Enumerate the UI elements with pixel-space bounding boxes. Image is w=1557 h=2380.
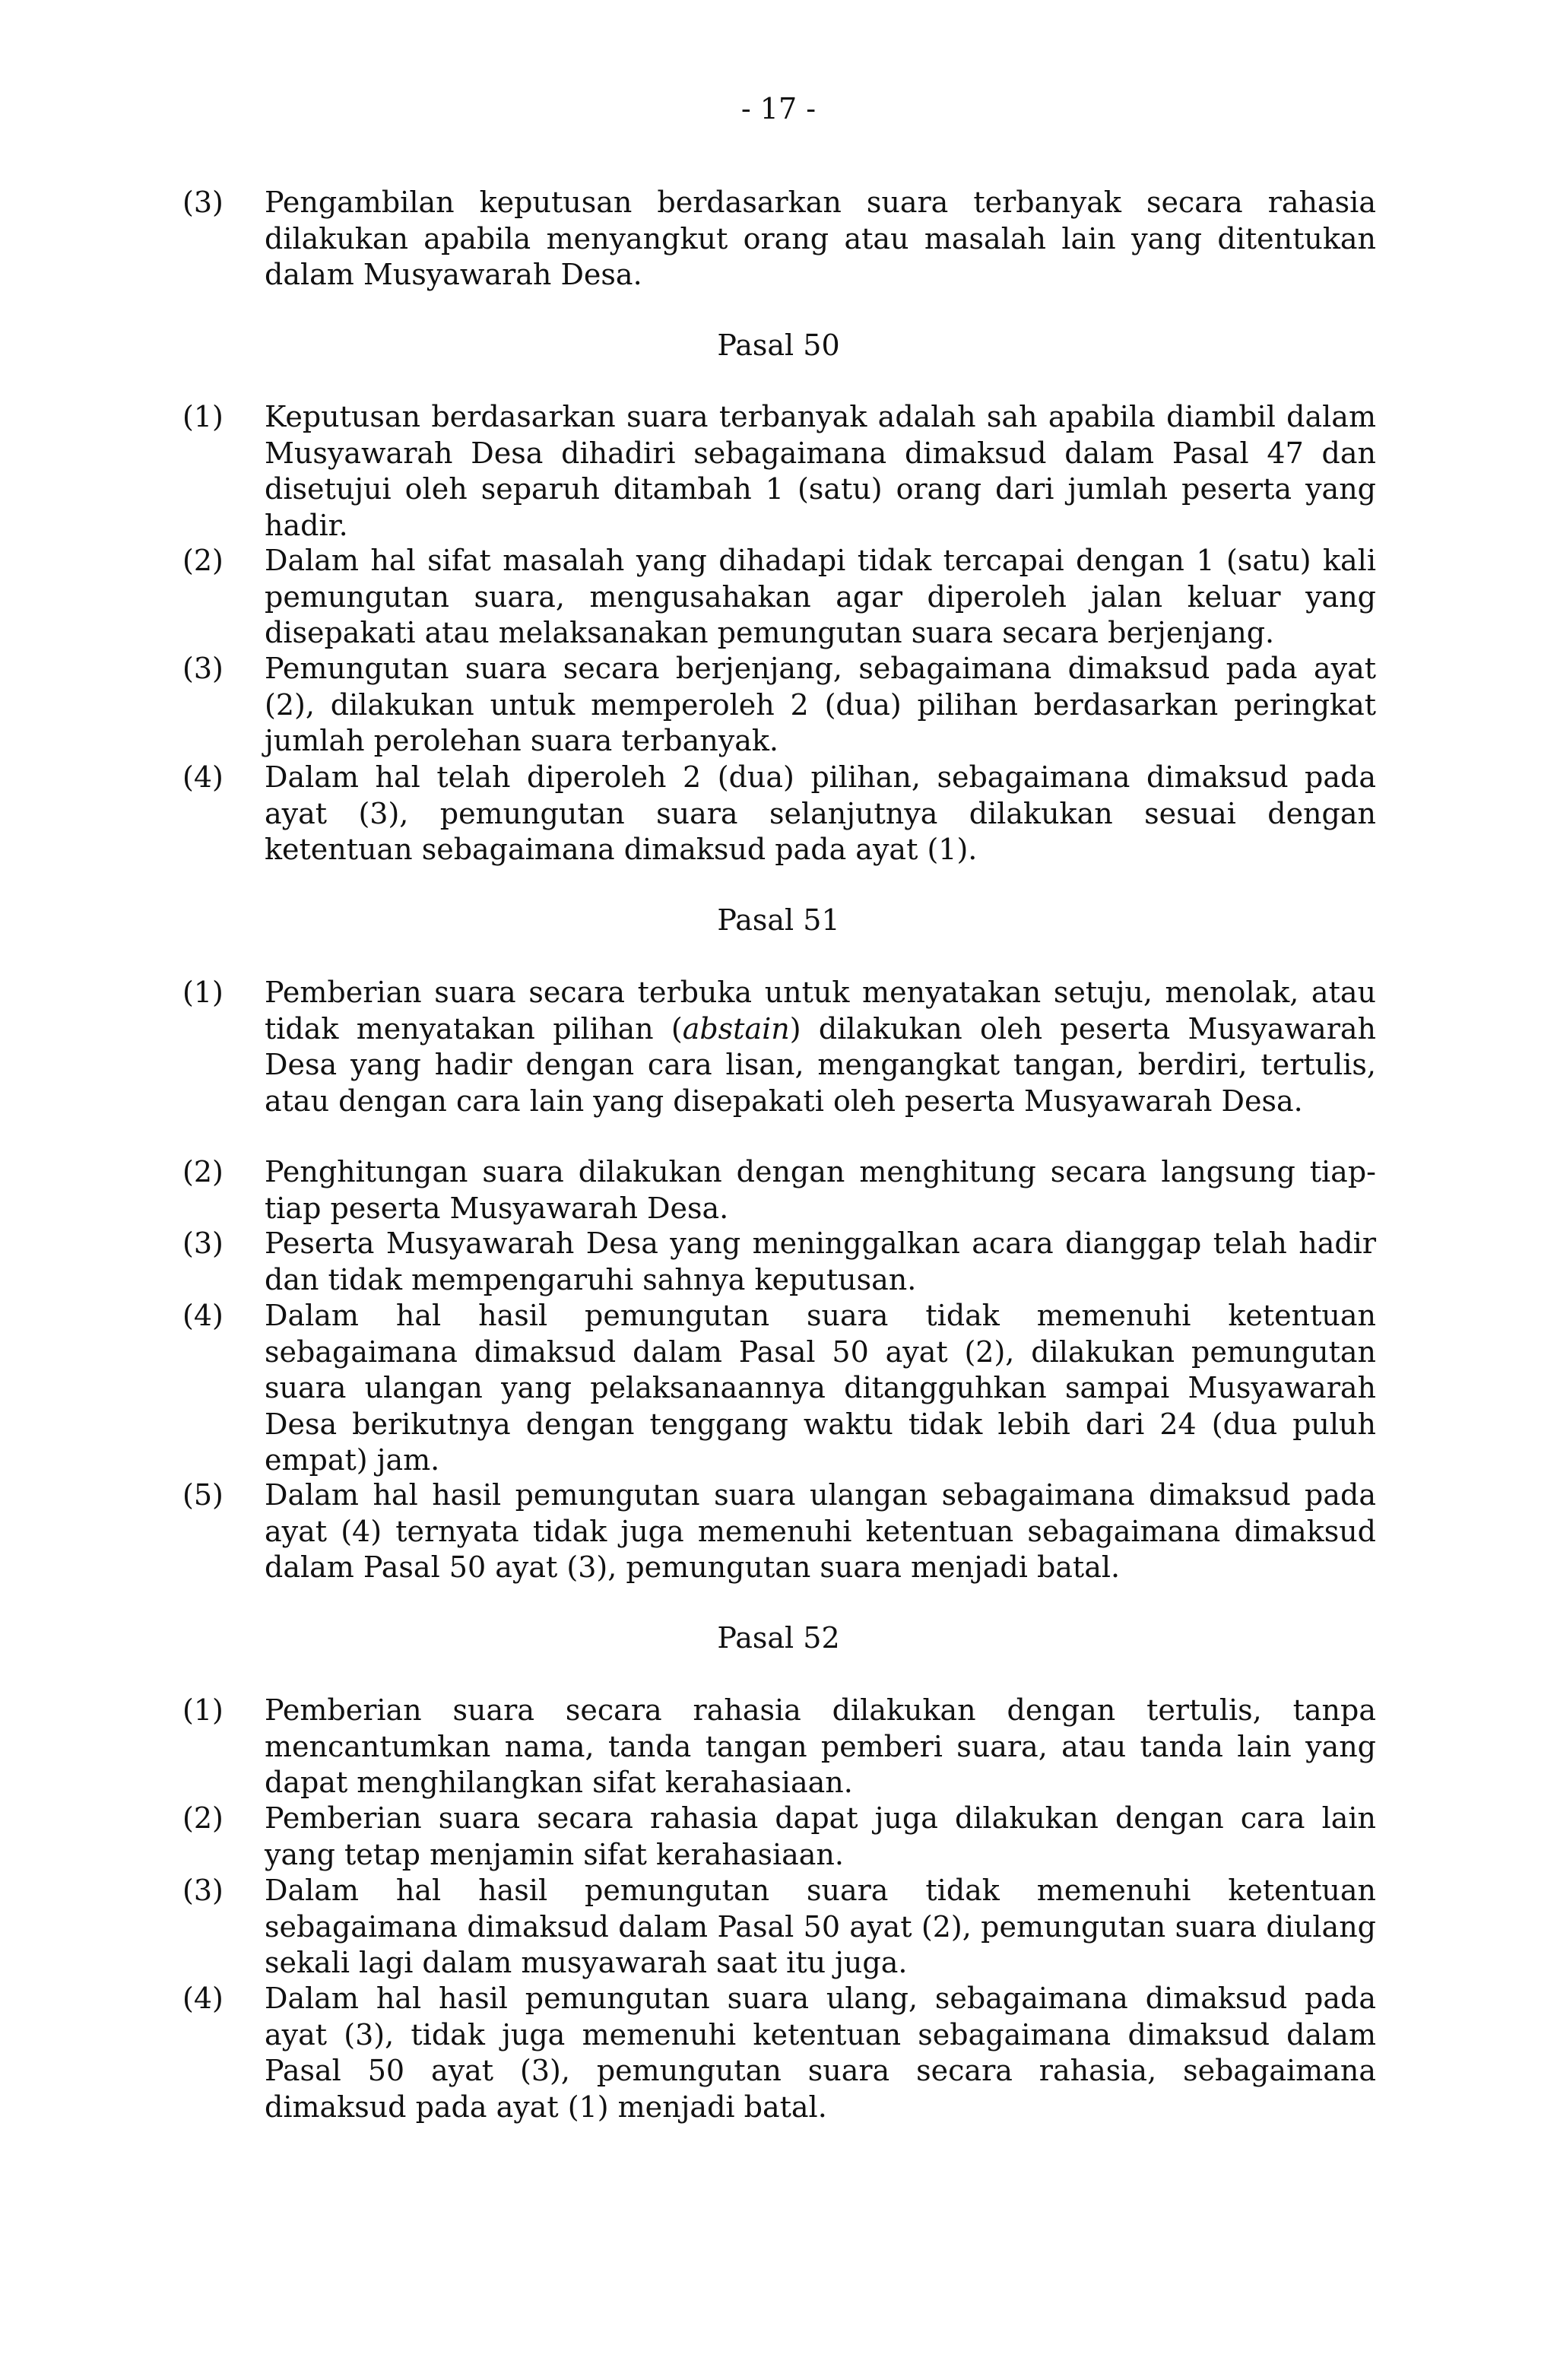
paragraph-number: (4) [182, 1299, 224, 1332]
paragraph-text: Dalam hal telah diperoleh 2 (dua) pilihan, sebagaimana dimaksud pada ayat (3), pemungutan suara selanjutnya dilakukan sesuai dengan ketentuan sebagaimana dimaksud pada ayat (1). [265, 760, 1376, 866]
pasal-50-ayat-2 [182, 543, 1376, 652]
paragraph-number: (1) [182, 1693, 224, 1727]
paragraph-text: Dalam hal hasil pemungutan suara ulangan sebagaimana dimaksud pada ayat (4) ternyata tidak juga memenuhi ketentuan sebagaimana dimaksud dalam Pasal 50 ayat (3), pemungutan suara menjadi batal. [265, 1478, 1376, 1584]
pasal-52-ayat-4 [182, 1981, 1376, 2125]
pasal-50-ayat-3 [182, 651, 1376, 760]
paragraph-number: (3) [182, 652, 224, 685]
paragraph-text: Pemberian suara secara rahasia dilakukan dengan tertulis, tanpa mencantumkan nama, tanda tangan pemberi suara, atau tanda lain yang dapat menghilangkan sifat kerahasiaan. [265, 1693, 1376, 1799]
paragraph-text: Dalam hal hasil pemungutan suara tidak memenuhi ketentuan sebagaimana dimaksud dalam Pasal 50 ayat (2), dilakukan pemungutan suara ulangan yang pelaksanaannya ditangguhkan sampai Musyawarah Desa berikutnya dengan tenggang waktu tidak lebih dari 24 (dua puluh empat) jam. [265, 1299, 1376, 1477]
paragraph-text: Keputusan berdasarkan suara terbanyak adalah sah apabila diambil dalam Musyawarah Desa dihadiri sebagaimana dimaksud dalam Pasal 47 dan disetujui oleh separuh ditambah 1 (satu) orang dari jumlah peserta yang hadir. [265, 400, 1376, 542]
text-segment: Pemberian suara secara terbuka untuk menyatakan setuju, menolak, atau tidak menyatakan pilihan ( [265, 976, 1376, 1046]
pasal-52-ayat-2 [182, 1801, 1376, 1873]
paragraph-number: (4) [182, 1982, 224, 2015]
paragraph-text: Pemberian suara secara rahasia dapat juga dilakukan dengan cara lain yang tetap menjamin sifat kerahasiaan. [265, 1801, 1376, 1871]
paragraph-text: Penghitungan suara dilakukan dengan menghitung secara langsung tiap-tiap peserta Musyawarah Desa. [265, 1155, 1376, 1225]
paragraph-number: (2) [182, 1801, 224, 1835]
page-number: - 17 - [740, 92, 817, 125]
paragraph-number: (3) [182, 1874, 224, 1907]
pasal-50-ayat-4 [182, 760, 1376, 868]
pasal-52-heading: Pasal 52 [717, 1621, 840, 1655]
pasal-50-heading: Pasal 50 [717, 328, 840, 362]
paragraph-text: Dalam hal hasil pemungutan suara ulang, sebagaimana dimaksud pada ayat (3), tidak juga memenuhi ketentuan sebagaimana dimaksud dalam Pasal 50 ayat (3), pemungutan suara secara rahasia, sebagaimana dimaksud pada ayat (1) menjadi batal. [265, 1982, 1376, 2124]
pasal-51-ayat-1 [182, 975, 1376, 1119]
pasal-51-ayat-3 [182, 1226, 1376, 1298]
paragraph-number: (3) [182, 1226, 224, 1260]
paragraph-number: (3) [182, 186, 224, 219]
paragraph-number: (4) [182, 760, 224, 794]
pasal-52-ayat-1 [182, 1693, 1376, 1801]
pasal-51-heading: Pasal 51 [717, 903, 840, 937]
paragraph-text [265, 975, 1376, 1119]
italic-term: abstain [682, 1011, 790, 1046]
paragraph-text: Pengambilan keputusan berdasarkan suara terbanyak secara rahasia dilakukan apabila menyangkut orang atau masalah lain yang ditentukan dalam Musyawarah Desa. [265, 186, 1376, 291]
pasal-52-ayat-3 [182, 1873, 1376, 1982]
pasal-50-ayat-1 [182, 399, 1376, 544]
paragraph-number: (1) [182, 976, 224, 1009]
text-segment: ) dilakukan oleh peserta Musyawarah Desa yang hadir dengan cara lisan, mengangkat tangan, berdiri, tertulis, atau dengan cara lain yang disepakati oleh peserta Musyawarah Desa. [265, 1011, 1376, 1118]
paragraph-text: Dalam hal sifat masalah yang dihadapi tidak tercapai dengan 1 (satu) kali pemungutan suara, mengusahakan agar diperoleh jalan keluar yang disepakati atau melaksanakan pemungutan suara secara berjenjang. [265, 544, 1376, 649]
paragraph-number: (2) [182, 544, 224, 577]
pasal-51-ayat-5 [182, 1477, 1376, 1586]
paragraph-text: Peserta Musyawarah Desa yang meninggalkan acara dianggap telah hadir dan tidak mempengaruhi sahnya keputusan. [265, 1226, 1376, 1296]
paragraph-number: (5) [182, 1478, 224, 1512]
paragraph-number: (1) [182, 400, 224, 433]
paragraph-text: Dalam hal hasil pemungutan suara tidak memenuhi ketentuan sebagaimana dimaksud dalam Pasal 50 ayat (2), pemungutan suara diulang sekali lagi dalam musyawarah saat itu juga. [265, 1874, 1376, 1979]
paragraph-number: (2) [182, 1155, 224, 1188]
paragraph-text: Pemungutan suara secara berjenjang, sebagaimana dimaksud pada ayat (2), dilakukan untuk memperoleh 2 (dua) pilihan berdasarkan peringkat jumlah perolehan suara terbanyak. [265, 652, 1376, 757]
pasal-51-ayat-2 [182, 1154, 1376, 1226]
pasal-51-ayat-4 [182, 1298, 1376, 1479]
intro-paragraph [182, 185, 1376, 294]
